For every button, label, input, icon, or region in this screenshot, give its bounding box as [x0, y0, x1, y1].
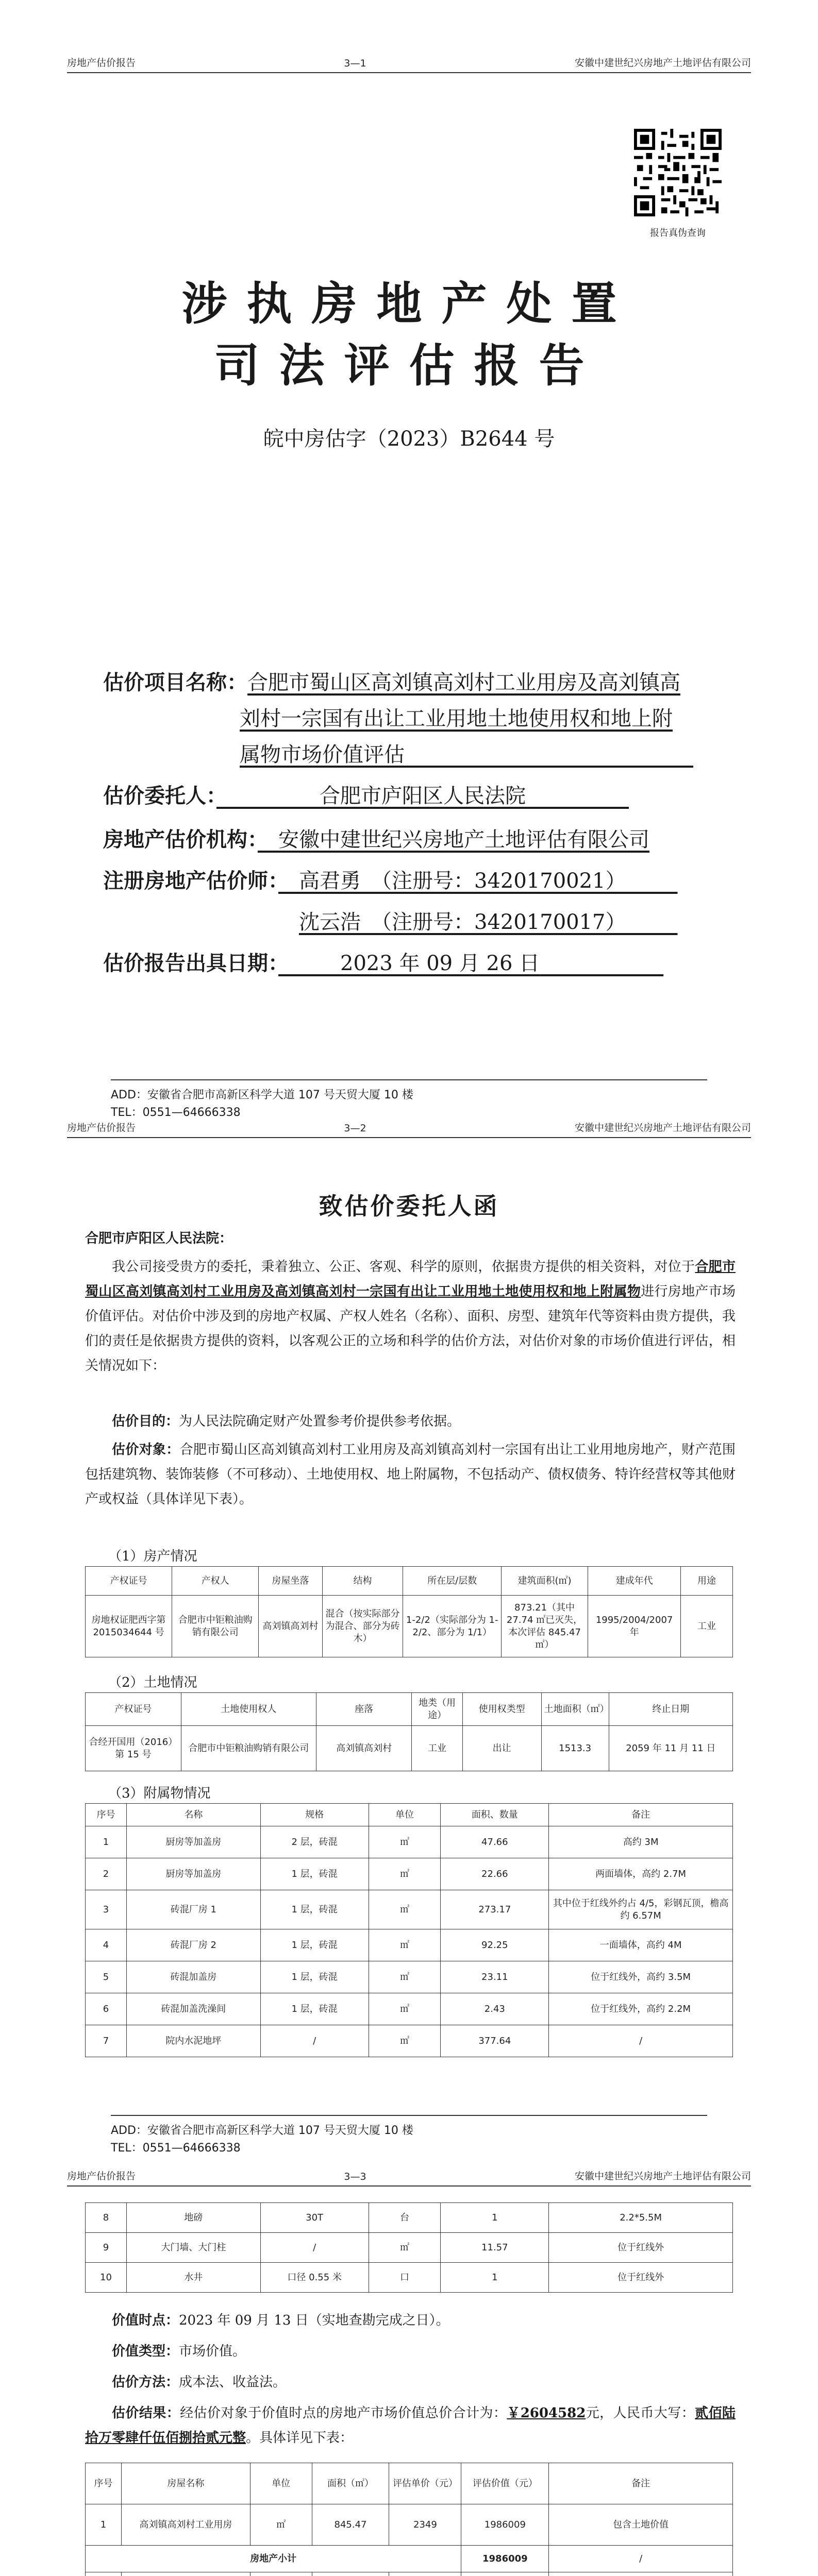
table-cell: ㎡: [369, 1826, 441, 1858]
table-cell: 工业: [412, 1726, 462, 1771]
report-title-line2: 司法评估报告: [214, 338, 604, 392]
table-cell: 3: [86, 1890, 127, 1929]
table-row: [86, 1929, 733, 1961]
value-date-paragraph: 价值时点：2023 年 09 月 13 日（实地查勘完成之日）。: [112, 2313, 449, 2328]
page-header: [67, 56, 751, 73]
page-header: [67, 1121, 751, 1138]
table-cell: 位于红线外，高约 3.5M: [549, 1961, 733, 1993]
table-cell: 位于红线外，高约 2.2M: [549, 1993, 733, 2025]
table-cell: 房地权证肥西字第 2015034644 号: [86, 1596, 172, 1657]
appraiser-label: 注册房地产估价师：: [103, 869, 278, 893]
header-right: 安徽中建世纪兴房地产土地评估有限公司: [574, 57, 751, 69]
table-cell: 终止日期: [609, 1693, 732, 1726]
table-cell: 1995/2004/2007 年: [588, 1596, 681, 1657]
table-cell: 建成年代: [588, 1567, 681, 1596]
project-name-row: [103, 670, 680, 696]
table-header-row: [86, 1693, 733, 1726]
table-row: [86, 2203, 733, 2233]
land-table-title: （2）土地情况: [108, 1675, 197, 1690]
cover-page: [0, 0, 818, 1056]
table-cell: 1 层，砖混: [260, 1890, 369, 1929]
table-cell: 面积、数量: [441, 1804, 549, 1826]
table-cell: 序号: [86, 2463, 122, 2504]
table-cell: 1 层，砖混: [260, 1929, 369, 1961]
table-cell: [250, 2572, 312, 2576]
land-table: [85, 1692, 733, 1771]
table-cell: 合肥市中钜粮油购销有限公司: [172, 1596, 259, 1657]
object-paragraph: 估价对象：合肥市蜀山区高刘镇高刘村工业用房及高刘镇高刘村一宗国有出让工业用地房地产，财产范围包括建筑物、装饰装修（不可移动）、土地使用权、地上附属物，不包括动产、债权债务、特许经营权等其他财产或权益（具体详见下表）。: [85, 1442, 736, 1507]
table-cell: 土地面积（㎡）: [541, 1693, 609, 1726]
org-label: 房地产估价机构：: [103, 827, 258, 852]
purpose-paragraph: 估价目的：为人民法院确定财产处置参考价提供参考依据。: [112, 1414, 461, 1429]
table-cell: 使用权类型: [462, 1693, 541, 1726]
client-label: 估价委托人：: [103, 784, 216, 808]
table-cell: 2.43: [441, 1993, 549, 2025]
header-page-number: 3—3: [344, 2171, 366, 2182]
date-label: 估价报告出具日期：: [103, 951, 278, 975]
footer-address: ADD：安徽省合肥市高新区科学大道 107 号天贸大厦 10 楼: [111, 1089, 413, 1101]
result-total-amount: ￥2604582: [507, 2405, 586, 2421]
appraiser2-row: [299, 909, 678, 935]
table-cell: 产权证号: [86, 1567, 172, 1596]
table-cell: 1: [86, 1826, 127, 1858]
appraisal-object-bold: 合肥市蜀山区高刘镇高刘村工业用房及高刘镇高刘村一宗国有出让工业用地土地使用权和地上附属物: [85, 1259, 736, 1299]
table-cell: [86, 2572, 122, 2576]
method-paragraph: 估价方法：成本法、收益法。: [112, 2375, 287, 2390]
table-row: [86, 2263, 733, 2293]
client-row: [103, 783, 629, 809]
house-table: [85, 1566, 733, 1657]
table-cell: 口径 0.55 米: [260, 2263, 369, 2293]
table-cell: 出让: [462, 1726, 541, 1771]
date-value: 2023 年 09 月 26 日: [340, 952, 540, 975]
table-row: [86, 1993, 733, 2025]
table-cell: 1 层，砖混: [260, 1993, 369, 2025]
table-cell: 合肥市中钜粮油购销有限公司: [181, 1726, 316, 1771]
table-cell: ㎡: [369, 1858, 441, 1890]
table-cell: 所在层/层数: [403, 1567, 502, 1596]
subtotal-row: [86, 2546, 733, 2572]
value-type-paragraph: 价值类型：市场价值。: [112, 2344, 246, 2359]
table-cell: 4: [86, 1929, 127, 1961]
table-cell: 7: [86, 2025, 127, 2057]
table-cell: 2349: [389, 2504, 461, 2546]
table-row: [86, 1596, 733, 1657]
house-table-title: （1）房产情况: [108, 1549, 197, 1564]
result-amount-words: 贰佰陆拾万零肆仟伍佰捌拾贰元整: [85, 2405, 736, 2446]
table-cell: /: [549, 2025, 733, 2057]
footer-tel: TEL：0551—64666338: [111, 1106, 241, 1119]
page-footer: ADD：安徽省合肥市高新区科学大道 107 号天贸大厦 10 楼 TEL：0551—64666338: [111, 2115, 707, 2157]
table-row: [86, 1890, 733, 1929]
table-cell: [461, 2572, 549, 2576]
table-cell: 名称: [126, 1804, 260, 1826]
table-row: [86, 2025, 733, 2057]
table-cell: 9: [86, 2233, 127, 2263]
letter-title: 致估价委托人函: [319, 1192, 499, 1220]
table-cell: 2: [86, 1858, 127, 1890]
table-row: [86, 1726, 733, 1771]
table-row: [86, 2233, 733, 2263]
table-cell: 47.66: [441, 1826, 549, 1858]
header-right: 安徽中建世纪兴房地产土地评估有限公司: [574, 2171, 751, 2182]
table-cell: 合经开国用（2016）第 15 号: [86, 1726, 181, 1771]
letter-page: [0, 1105, 818, 2192]
table-cell: 砖混厂房 2: [126, 1929, 260, 1961]
table-cell: 面积（㎡）: [312, 2463, 389, 2504]
table-row: [86, 1826, 733, 1858]
table-cell: 高刘镇高刘村: [316, 1726, 412, 1771]
table-cell: 砖混加盖洗澡间: [126, 1993, 260, 2025]
project-line2-row: [240, 706, 673, 732]
table-cell: ㎡: [369, 1890, 441, 1929]
table-row: [86, 1961, 733, 1993]
table-cell: 1986009: [461, 2546, 549, 2572]
report-number: 皖中房估字（2023）B2644 号: [263, 427, 555, 451]
header-page-number: 3—2: [344, 1123, 366, 1134]
table-cell: 结构: [322, 1567, 403, 1596]
table-cell: 高刘镇高刘村工业用房: [121, 2504, 250, 2546]
table-cell: 房屋坐落: [259, 1567, 322, 1596]
table-cell: 1986009: [461, 2504, 549, 2546]
table-cell: 其中位于红线外约占 4/5，彩钢瓦顶，檐高约 6.57M: [549, 1890, 733, 1929]
table-cell: 混合（按实际部分为混合、部分为砖木）: [322, 1596, 403, 1657]
table-cell: 建筑面积(㎡): [501, 1567, 588, 1596]
table-cell: 30T: [260, 2203, 369, 2233]
table-cell: 包含土地价值: [549, 2504, 733, 2546]
org-row: [103, 827, 649, 853]
table-cell: 873.21（其中 27.74 ㎡已灭失，本次评估 845.47 ㎡）: [501, 1596, 588, 1657]
table-cell: 产权证号: [86, 1693, 181, 1726]
table-cell: 地磅: [126, 2203, 260, 2233]
table-cell: 砖混厂房 1: [126, 1890, 260, 1929]
table-cell: 92.25: [441, 1929, 549, 1961]
appraiser-row: [103, 868, 678, 894]
table-cell: 1: [441, 2203, 549, 2233]
table-row: [86, 2572, 733, 2576]
table-cell: 1 层，砖混: [260, 1858, 369, 1890]
table-cell: [389, 2572, 461, 2576]
table-cell: 备注: [549, 1804, 733, 1826]
table-cell: 377.64: [441, 2025, 549, 2057]
client-value: 合肥市庐阳区人民法院: [320, 784, 526, 808]
table-cell: 11.57: [441, 2233, 549, 2263]
table-cell: ㎡: [369, 1961, 441, 1993]
project-line2: 刘村一宗国有出让工业用地土地使用权和地上附: [240, 707, 673, 731]
date-row: [103, 951, 663, 976]
table-cell: [549, 2572, 733, 2576]
table-cell: 2 层，砖混: [260, 1826, 369, 1858]
table-row: [86, 2504, 733, 2546]
attach-table-title: （3）附属物情况: [108, 1786, 211, 1801]
table-cell: [121, 2572, 250, 2576]
table-cell: 厨房等加盖房: [126, 1858, 260, 1890]
table-cell: 高约 3M: [549, 1826, 733, 1858]
table-cell: 1 层，砖混: [260, 1961, 369, 1993]
header-left: 房地产估价报告: [67, 2171, 136, 2182]
table-cell: 房地产小计: [86, 2546, 461, 2572]
qr-code-icon[interactable]: [634, 129, 722, 216]
header-left: 房地产估价报告: [67, 1122, 136, 1133]
report-title-line1: 涉执房地产处置: [181, 277, 637, 330]
table-cell: 备注: [549, 2463, 733, 2504]
table-cell: 砖混加盖房: [126, 1961, 260, 1993]
project-label: 估价项目名称：: [103, 670, 247, 694]
table-cell: 10: [86, 2263, 127, 2293]
table-row: [86, 1858, 733, 1890]
table-cell: 单位: [369, 1804, 441, 1826]
table-cell: 一面墙体，高约 4M: [549, 1929, 733, 1961]
table-cell: 1513.3: [541, 1726, 609, 1771]
table-cell: 1-2/2（实际部分为 1-2/2、部分为 1/1）: [403, 1596, 502, 1657]
table-cell: 台: [369, 2203, 441, 2233]
table-cell: [312, 2572, 389, 2576]
table-cell: /: [260, 2233, 369, 2263]
table-cell: 产权人: [172, 1567, 259, 1596]
table-cell: 用途: [681, 1567, 733, 1596]
project-line3-row: [240, 742, 693, 768]
page-header: [67, 2169, 751, 2187]
table-cell: 土地使用权人: [181, 1693, 316, 1726]
table-cell: 高刘镇高刘村: [259, 1596, 322, 1657]
qr-caption: 报告真伪查询: [650, 228, 706, 239]
table-cell: /: [549, 2546, 733, 2572]
table-header-row: [86, 1567, 733, 1596]
table-cell: 口: [369, 2263, 441, 2293]
org-value: 安徽中建世纪兴房地产土地评估有限公司: [278, 828, 649, 852]
attachment-table-continued: [85, 2202, 733, 2293]
table-cell: 房屋名称: [121, 2463, 250, 2504]
table-cell: 水井: [126, 2263, 260, 2293]
table-cell: 位于红线外: [549, 2263, 733, 2293]
table-header-row: [86, 1804, 733, 1826]
result-paragraph: 估价结果：经估价对象于价值时点的房地产市场价值总价合计为：￥2604582元，人民币大写：贰佰陆拾万零肆仟伍佰捌拾贰元整。具体详见下表：: [85, 2405, 736, 2446]
table-cell: 评估价值（元）: [461, 2463, 549, 2504]
table-cell: ㎡: [369, 1929, 441, 1961]
table-cell: 1: [441, 2263, 549, 2293]
attachment-table: [85, 1803, 733, 2057]
table-cell: 5: [86, 1961, 127, 1993]
table-cell: 厨房等加盖房: [126, 1826, 260, 1858]
valuation-page: [0, 2154, 818, 2576]
table-cell: 两面墙体，高约 2.7M: [549, 1858, 733, 1890]
table-cell: 评估单价（元）: [389, 2463, 461, 2504]
table-cell: 单位: [250, 2463, 312, 2504]
appraiser-2: 沈云浩 （注册号：3420170017）: [299, 910, 616, 934]
table-cell: 273.17: [441, 1890, 549, 1929]
salutation: 合肥市庐阳区人民法院：: [85, 1231, 233, 1246]
intro-paragraph: 我公司接受贵方的委托，秉着独立、公正、客观、科学的原则，依据贵方提供的相关资料，对位于合肥市蜀山区高刘镇高刘村工业用房及高刘镇高刘村一宗国有出让工业用地土地使用权和地上附属物进行房地产市场价值评估。对估价中涉及到的房地产权属、产权人姓名（名称）、面积、房型、建筑年代等资料由贵方提供，我们的责任是依据贵方提供的资料，以客观公正的立场和科学的估价方法，对估价对象的市场价值进行评估，相关情况如下：: [85, 1259, 736, 1374]
table-cell: ㎡: [369, 2025, 441, 2057]
valuation-result-table: [85, 2463, 733, 2576]
table-cell: 规格: [260, 1804, 369, 1826]
table-cell: 工业: [681, 1596, 733, 1657]
table-cell: 23.11: [441, 1961, 549, 1993]
header-page-number: 3—1: [344, 58, 366, 69]
table-cell: 座落: [316, 1693, 412, 1726]
table-cell: 序号: [86, 1804, 127, 1826]
table-cell: 2.2*5.5M: [549, 2203, 733, 2233]
table-cell: ㎡: [250, 2504, 312, 2546]
table-cell: 位于红线外: [549, 2233, 733, 2263]
project-line3: 属物市场价值评估: [240, 743, 405, 767]
table-cell: ㎡: [369, 1993, 441, 2025]
appraiser-1: 高君勇 （注册号：3420170021）: [299, 869, 616, 893]
table-cell: 2059 年 11 月 11 日: [609, 1726, 732, 1771]
table-cell: 6: [86, 1993, 127, 2025]
table-cell: 大门墙、大门柱: [126, 2233, 260, 2263]
header-right: 安徽中建世纪兴房地产土地评估有限公司: [574, 1122, 751, 1133]
table-header-row: [86, 2463, 733, 2504]
table-cell: 院内水泥地坪: [126, 2025, 260, 2057]
table-cell: 8: [86, 2203, 127, 2233]
table-cell: ㎡: [369, 2233, 441, 2263]
table-cell: 845.47: [312, 2504, 389, 2546]
table-cell: /: [260, 2025, 369, 2057]
project-line1: 合肥市蜀山区高刘镇高刘村工业用房及高刘镇高: [247, 671, 680, 694]
header-left: 房地产估价报告: [67, 57, 136, 69]
table-cell: 1: [86, 2504, 122, 2546]
table-cell: 22.66: [441, 1858, 549, 1890]
table-cell: 地类（用途）: [412, 1693, 462, 1726]
